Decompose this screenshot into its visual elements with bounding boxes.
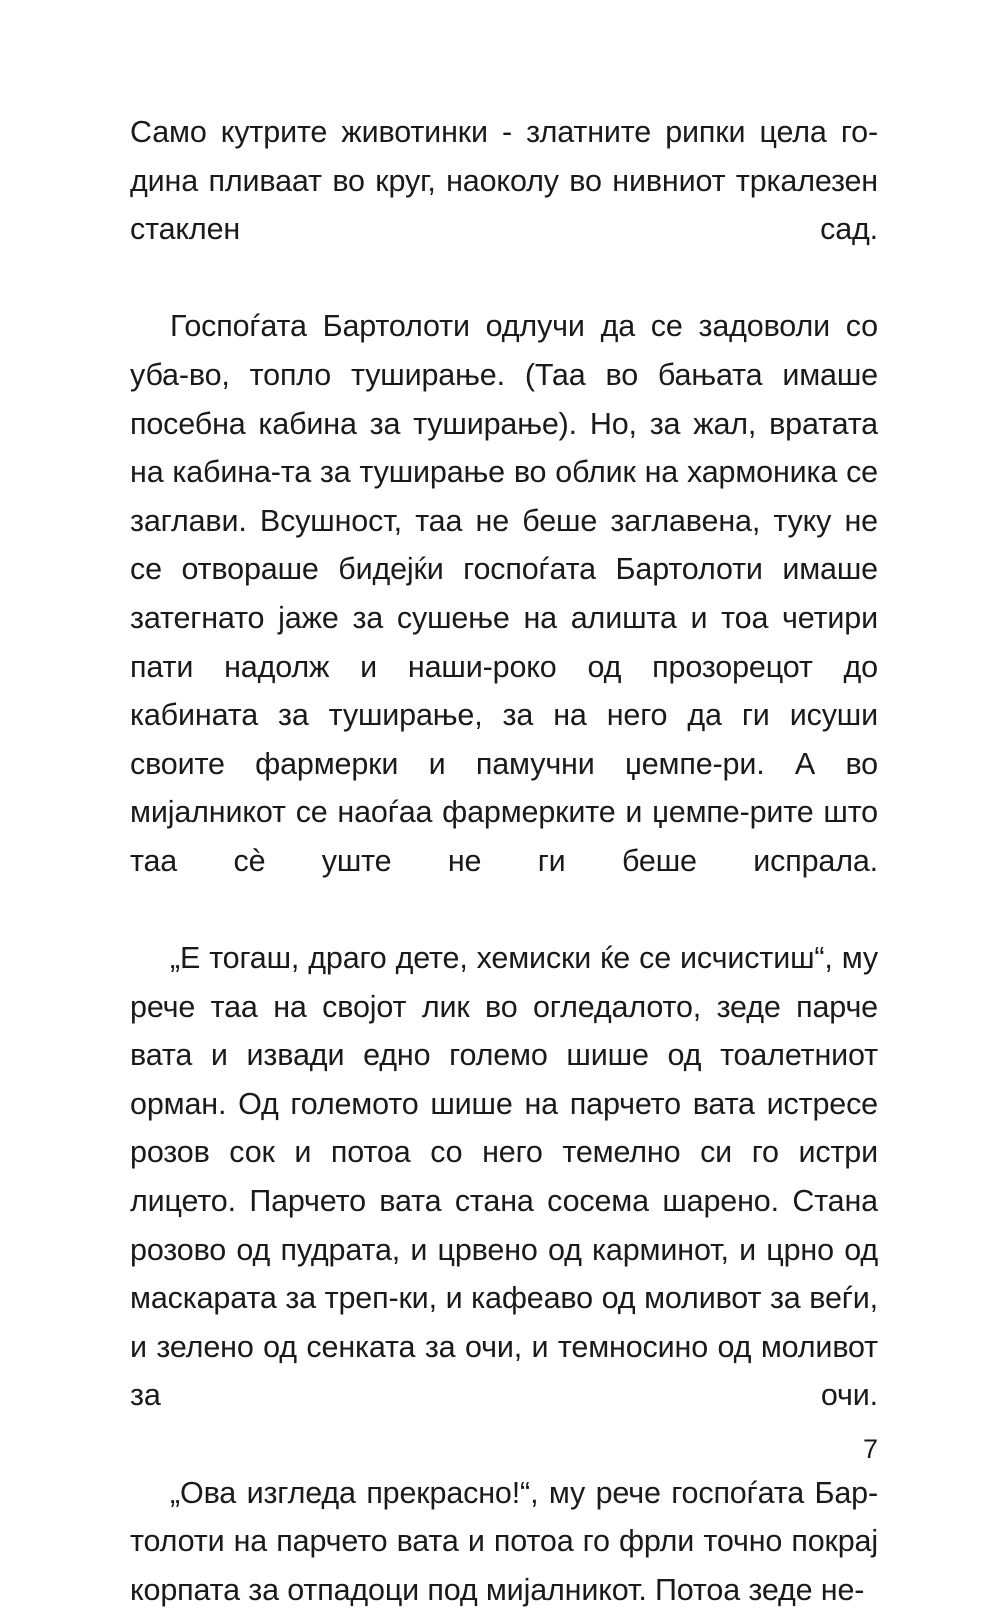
page-number: 7 [862, 1434, 878, 1464]
paragraph-1: Само кутрите животинки - златните рипки цела го-дина пливаат во круг, наоколу во нивниот тркалезен стаклен сад. [130, 115, 878, 247]
paragraph-3: „Е тогаш, драго дете, хемиски ќе се исчистиш“, му рече таа на својот лик во огледалото, зеде парче вата и извади едно големо шише од тоалетниот орман. Од големото шише на парчето вата истресе розов сок и потоа со него темелно си го истри лицето. Парчето вата стана сосема шарено. Стана розово од пудрата, и црвено од карминот, и црно од маскарата за треп-ки, и кафеаво од моливот за веѓи, и зелено од сенката за очи, и темносино од моливот за очи. [130, 941, 878, 1413]
paragraph-4: „Ова изгледа прекрасно!“, му рече госпоѓата Бар-толоти на парчето вата и потоа го фрли точно покрај корпата за отпадоци под мијалникот. Потоа зеде не- [130, 1475, 878, 1607]
body-text-block [130, 108, 878, 1614]
paragraph-2: Госпоѓата Бартолоти одлучи да се задоволи со уба-во, топло туширање. (Таа во бањата имаше посебна кабина за туширање). Но, за жал, вратата на кабина-та за туширање во облик на хармоника се заглави. Всушност, таа не беше заглавена, туку не се отвораше бидејќи госпоѓата Бартолоти имаше затегнато јаже за сушење на алишта и тоа четири пати надолж и наши-роко од прозорецот до кабината за туширање, за на него да ги исуши своите фармерки и памучни џемпе-ри. А во мијалникот се наоѓаа фармерките и џемпе-рите што таа сѐ уште не ги беше испрала. [130, 309, 878, 878]
